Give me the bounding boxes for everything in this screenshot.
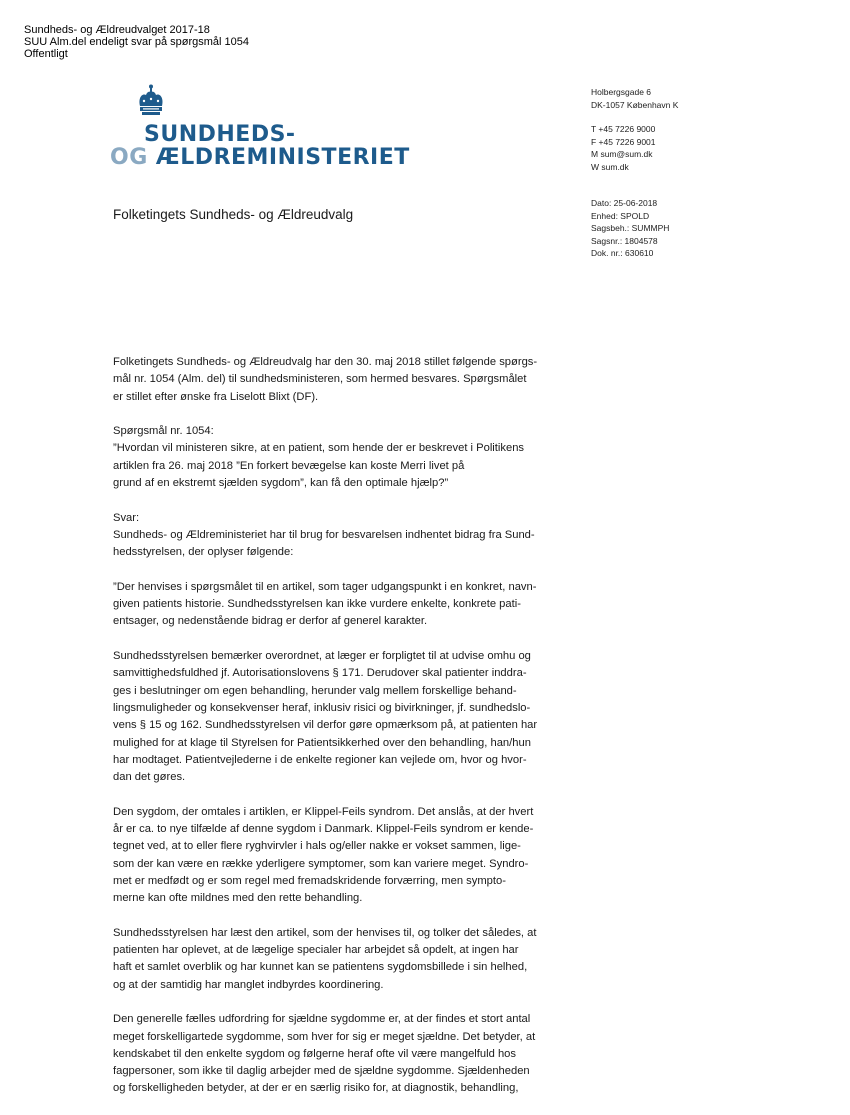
body-line: given patients historie. Sundhedsstyrelsen kan ikke vurdere enkelte, konkrete pati- [113, 598, 521, 611]
body-line: mulighed for at klage til Styrelsen for Patientsikkerhed over den behandling, han/hun [113, 736, 531, 749]
date: Dato: 25-06-2018 [591, 198, 658, 208]
body-paragraph [113, 510, 553, 562]
logo-text-line2 [110, 145, 410, 170]
address-line: DK-1057 København K [591, 99, 679, 110]
body-line: år er ca. to nye tilfælde af denne sygdom i Danmark. Klippel-Feils syndrom er kende- [113, 823, 534, 836]
contact-block [591, 86, 678, 173]
body-line: grund af en ekstremt sjælden sygdom”, kan få den optimale hjælp?” [113, 477, 449, 490]
body-line: met er medfødt og er som regel med fremadskridende forværring, men sympto- [113, 874, 506, 887]
crown-icon [136, 84, 166, 118]
body-line: vens § 15 og 162. Sundhedsstyrelsen vil derfor gøre opmærksom på, at patienten har [113, 719, 538, 732]
body-line: Den generelle fælles udfordring for sjældne sygdomme er, at der findes et stort antal [113, 1013, 531, 1026]
body-line: lingsmuligheder og konsekvenser heraf, inklusiv risici og bivirkninger, jf. sundhedslo- [113, 701, 531, 714]
body-line: og at der samtidig har manglet indbyrdes koordinering. [113, 978, 384, 991]
body-paragraph [113, 579, 553, 631]
ministry-logo [110, 84, 410, 174]
logo-ministry: ÆLDREMINISTERIET [155, 145, 410, 170]
body-line: artiklen fra 26. maj 2018 ”En forkert bevægelse kan koste Merri livet på [113, 459, 465, 472]
email-address: M sum@sum.dk [591, 149, 653, 159]
body-line: hedsstyrelsen, der oplyser følgende: [113, 546, 294, 559]
body-line: mål nr. 1054 (Alm. del) til sundhedsministeren, som hermed besvares. Spørgsmålet [113, 373, 527, 386]
body-line: og forskelligheden betyder, at der er en særlig risiko for, at diagnostik, behandling, [113, 1082, 519, 1095]
body-line: merne kan ofte mildnes med den rette behandling. [113, 892, 363, 905]
header-line: SUU Alm.del endeligt svar på spørgsmål 1054 [24, 36, 249, 48]
website: W sum.dk [591, 161, 629, 172]
body-line: ”Der henvises i spørgsmålet til en artikel, som tager udgangspunkt i en konkret, navn- [113, 580, 537, 593]
phone-number: T +45 7226 9000 [591, 124, 656, 134]
body-line: er stillet efter ønske fra Liselott Blixt (DF). [113, 390, 319, 403]
body-line: samvittighedsfuldhed jf. Autorisationslovens § 171. Derudover skal patienter inddra- [113, 667, 527, 680]
case-metadata [591, 197, 669, 260]
body-line: entsager, og nedenstående bidrag er derfor af generel karakter. [113, 615, 428, 628]
logo-og: OG [110, 145, 156, 170]
body-line: som der kan være en række yderligere symptomer, som kan variere meget. Syndro- [113, 857, 529, 870]
recipient: Folketingets Sundheds- og Ældreudvalg [113, 207, 354, 222]
body-line: dan det gøres. [113, 771, 186, 784]
body-line: patienten har oplevet, at de lægelige specialer har arbejdet så opdelt, at ingen har [113, 944, 519, 957]
body-line: kendskabet til den enkelte sygdom og følgerne heraf ofte vil være mangelfuld hos [113, 1047, 516, 1060]
header-line: Sundheds- og Ældreudvalget 2017-18 [24, 24, 210, 36]
body-line: Den sygdom, der omtales i artiklen, er Klippel-Feils syndrom. Det anslås, at der hvert [113, 805, 534, 818]
body-line: tegnet ved, at to eller flere ryghvirvler i hals og/eller nakke er vokset sammen, lige- [113, 840, 521, 853]
body-line: haft et samlet overblik og har kunnet kan se patientens sygdomsbillede i sin helhed, [113, 961, 528, 974]
header-line: Offentligt [24, 48, 68, 60]
document-header-stamp [24, 24, 249, 60]
body-line: Svar: [113, 511, 140, 524]
body-line: fagpersoner, som ikke til daglig arbejder med de sjældne sygdomme. Sjældenheden [113, 1065, 530, 1078]
body-line: Sundheds- og Ældreministeriet har til brug for besvarelsen indhentet bidrag fra Sund- [113, 528, 535, 541]
body-line: meget forskelligartede sygdomme, som hver for sig er meget sjældne. Det betyder, at [113, 1030, 536, 1043]
document-number: Dok. nr.: 630610 [591, 248, 654, 258]
body-line: har modtaget. Patientvejlederne i de enkelte regioner kan vejlede om, hvor og hvor- [113, 753, 527, 766]
case-number: Sagsnr.: 1804578 [591, 235, 658, 246]
body-paragraph [113, 925, 553, 994]
body-paragraph [113, 1011, 553, 1097]
body-line: Folketingets Sundheds- og Ældreudvalg har den 30. maj 2018 stillet følgende spørgs- [113, 356, 538, 368]
unit: Enhed: SPOLD [591, 210, 650, 221]
body-paragraph [113, 423, 553, 492]
fax-number: F +45 7226 9001 [591, 136, 656, 147]
body-paragraph [113, 354, 553, 406]
body-line: Spørgsmål nr. 1054: [113, 425, 214, 438]
body-paragraph [113, 648, 553, 786]
body-line: Sundhedsstyrelsen har læst den artikel, som der henvises til, og tolker det således, at [113, 926, 537, 939]
letter-body [113, 354, 553, 1115]
logo-text-line1: SUNDHEDS- [144, 122, 296, 147]
case-handler: Sagsbeh.: SUMMPH [591, 223, 670, 233]
body-line: ”Hvordan vil ministeren sikre, at en patient, som hende der er beskrevet i Politikens [113, 442, 525, 455]
body-line: Sundhedsstyrelsen bemærker overordnet, at læger er forpligtet til at udvise omhu og [113, 650, 531, 663]
body-paragraph [113, 804, 553, 908]
address-line: Holbergsgade 6 [591, 87, 652, 97]
body-line: ges i beslutninger om egen behandling, herunder valg mellem forskellige behand- [113, 684, 517, 697]
